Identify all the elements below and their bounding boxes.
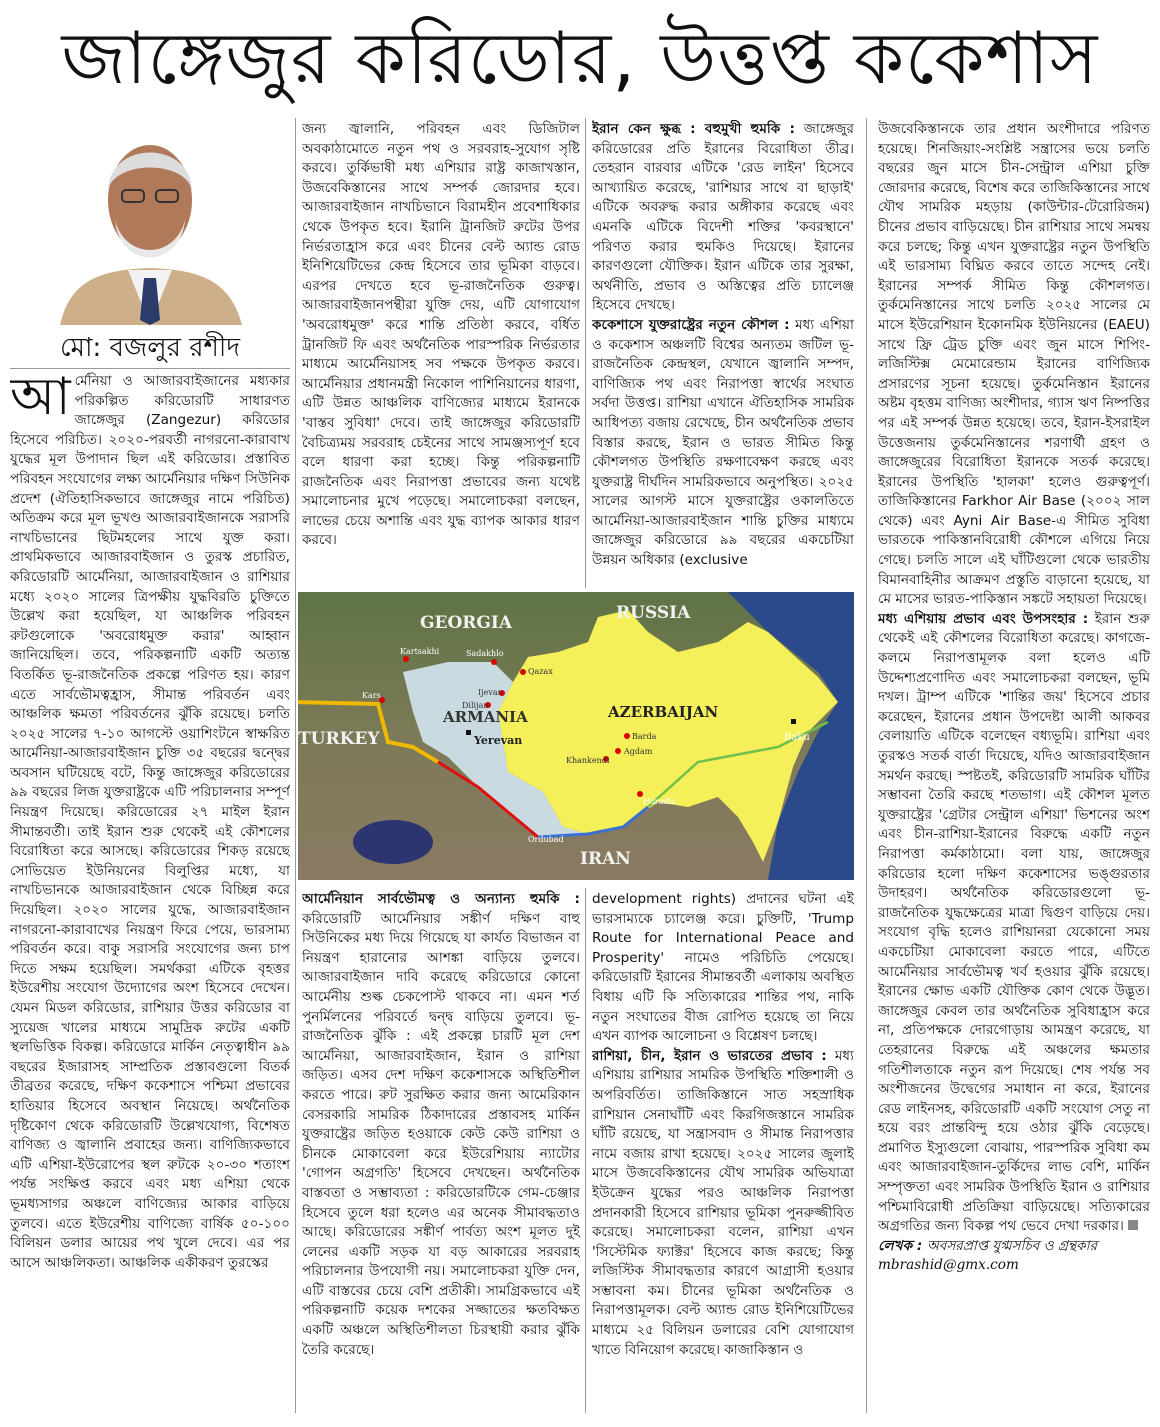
subheading: ইরান কেন ক্ষুব্ধ : বহুমুখী হুমকি : xyxy=(592,121,795,137)
paragraph: র্মেনিয়া ও আজারবাইজানের মধ্যকার পরিকল্পিত করিডোরটি সাধারণত জাঙ্গেজুর (Zangezur) করিডোর হিসেবে পরিচিত। ২০২০-পরবর্তী নাগরনো-কারাবাখ যুদ্ধের মূল উপাদান ছিল এই করিডোর। প্রস্তাবিত পরিবহন সংযোগের লক্ষ্য আর্মেনিয়ার দক্ষিণ সিউনিক প্রদেশ (ঐতিহাসিকভাবে জাঙ্গেজুর নামে পরিচিত) অতিক্রম করে মূল ভূখণ্ড আজারবাইজানকে সরাসরি নাখচিভানের ছিটমহলের সাথে যুক্ত করা। প্রাথমিকভাবে আজারবাইজান ও তুরস্ক প্রচারিত, করিডোরটি আর্মেনিয়া, আজারবাইজান ও রাশিয়ার মধ্যে ২০২০ সালের ত্রিপক্ষীয় যুদ্ধবিরতি চুক্তিতে উল্লেখ করা হয়েছিল, যা আঞ্চলিক পরিবহন রুটগুলোকে 'অবরোধমুক্ত করার' আহ্বান জানিয়েছিল। তবে, পরিকল্পনাটি একটি অত্যন্ত বিতর্কিত ভূ-রাজনৈতিক প্রকল্পে পরিণত হয়। কারণ এতে সার্বভৌমত্বহ্রাস, সীমান্ত পরিবর্তন এবং আঞ্চলিক ক্ষমতা পরিবর্তনের ঝুঁকি রয়েছে। চলতি ২০২৫ সালের ৭-১০ আগস্টে ওয়াশিংটনে স্বাক্ষরিত আর্মেনিয়া-আজারবাইজান চুক্তি ৩৫ বছরের দ্বন্দ্বের অবসান ঘটিয়েছে বটে, কিন্তু জাঙ্গেজুর করিডোরের ৯৯ বছরের লিজ যুক্তরাষ্ট্রকে এটি পরিচালনার সম্পূর্ণ নিয়ন্ত্রণ দিয়েছে। করিডোরের ২৭ মাইল ইরান সীমান্তবর্তী। তাই ইরান শুরু থেকেই এই কৌশলের বিরোধিতা করে আসছে। করিডোরের শিকড় রয়েছে সোভিয়েত ইউনিয়নের বিলুপ্তির মধ্যে, যা নাখচিভানকে আজারবাইজান থেকে বিচ্ছিন্ন করে দিয়েছিল। ২০২০ সালের যুদ্ধে, আজারবাইজান নাগরনো-কারাবাখের নিয়ন্ত্রণ ফিরে পেয়ে, ভারসাম্য পরিবর্তন করে। বাকু সরাসরি সংযোগের জন্য চাপ দিতে সক্ষম হয়েছিল। সমর্থকরা এটিকে বৃহত্তর ইউরেশীয় সংযোগ উদ্যোগের অংশ হিসেবে দেখেন। যেমন মিডল করিডোর, রাশিয়ার উত্তর করিডোর বা স্যুয়েজ খালের মাধ্যমে সামুদ্রিক রুটের একটি স্থলভিত্তিক বিকল্প। করিডোরে মার্কিন নেতৃত্বাধীন ৯৯ বছরের ইজারাসহ সাম্প্রতিক প্রস্তাবগুলো বিতর্ক তীব্রতর করেছে, দক্ষিণ ককেশাসে পশ্চিমা প্রভাবের হাতিয়ার হিসেবে অবস্থান নিয়েছে। অর্থনৈতিক দৃষ্টিকোণ থেকে করিডোরটি উল্লেখযোগ্য, বিশেষত বাণিজ্য ও জ্বালানি প্রবাহের জন্য। বাণিজ্যিকভাবে এটি এশিয়া-ইউরোপের স্থল রুটকে ২০-৩০ শতাংশ পর্যন্ত সংক্ষিপ্ত করবে এবং মধ্য এশিয়া থেকে ভূমধ্যসাগর অঞ্চলে বাণিজ্যের আকার বাড়িয়ে তুলবে। এতে ইউরেশীয় বাণিজ্যে বার্ষিক ৫০-১০০ বিলিয়ন ডলার আয়ের পথ খুলে দেবে। এর পর আসে আঞ্চলিকতা। আঞ্চলিক একীকরণ তুরস্কের xyxy=(10,373,290,1271)
author-photo xyxy=(10,120,290,325)
city-kars: Kars xyxy=(362,691,381,700)
author-name: মো: বজলুর রশীদ xyxy=(59,333,240,363)
city-barda: Barda xyxy=(632,732,657,741)
city-horadiz: Horadiz xyxy=(643,797,676,806)
subheading: রাশিয়া, চীন, ইরান ও ভারতের প্রভাব : xyxy=(592,1047,827,1064)
label-georgia: GEORGIA xyxy=(420,613,513,633)
caucasus-map xyxy=(298,592,854,880)
city-baku: Baku xyxy=(784,732,810,743)
subheading: আর্মেনিয়ান সার্বভৌমত্ব ও অন্যান্য হুমকি : xyxy=(302,891,580,907)
headline: জাঙ্গেজুর করিডোর, উত্তপ্ত ককেশাস xyxy=(61,16,1099,100)
label-armenia: ARMANIA xyxy=(443,708,528,726)
drop-cap: আ xyxy=(10,372,71,427)
label-turkey: TURKEY xyxy=(298,729,380,749)
paragraph: ইরান শুরু থেকেই এই কৌশলের বিরোধিতা করেছে। কাগজে-কলমে নিরাপত্তামূলক বলা হলেও এটি উদ্দেশ্যপ্রণোদিত এবং সমালোচকরা বলছেন, ভূমি দখল। ট্রাম্প এটিকে 'শান্তির জয়' হিসেবে প্রচার করেছেন, ইরানের প্রধান উপদেষ্টা আলী আকবর বেলায়াতি এটিকে বলেছেন বধ্যভূমি। রাশিয়া এবং তুরস্কও সতর্ক বার্তা দিয়েছে, যদিও আজারবাইজান সমর্থন করছে। স্পষ্টতই, করিডোরটি সামরিক ঘাঁটির সম্ভাবনা তৈরি করছে শতভাগ। এই কৌশল মূলত যুক্তরাষ্ট্রের 'গ্রেটার সেন্ট্রাল এশিয়া' ভিশনের অংশ এবং চীন-রাশিয়া-ইরানের বিরুদ্ধে একটি নতুন নিরাপত্তা কর্মকাঠামো। বলা যায়, জাঙ্গেজুর করিডোর হলো দক্ষিণ ককেশাসের ভঙ্গুরতার উদাহরণ। অর্থনৈতিক করিডোরগুলো ভূ-রাজনৈতিক যুদ্ধক্ষেত্রের মাত্রা দ্বিগুণ বাড়িয়ে দেয়। সংযোগ বৃদ্ধি হলেও রাশিয়ানরা যেকোনো সময় একচেটিয়া মোকাবেলা করতে পারে, এটিতে আর্মেনিয়ার সার্বভৌমত্ব খর্ব হওয়ার ঝুঁকি রয়েছে। ইরানের ক্ষোভ একটি যৌক্তিক কোণ থেকে উদ্ভূত। জাঙ্গেজুর কেবল তার অর্থনৈতিক সুবিধাহ্রাস করে না, প্রতিপক্ষকে দোরগোড়ায় আমন্ত্রণ করেছে, যা তেহরানের বিরুদ্ধে এই অঞ্চলের ক্ষমতার গতিশীলতাকে নতুন রূপ দিয়েছে। শেষ পর্যন্ত সব অংশীজনের উদ্বেগের সমাধান না করে, ইরানের রেড লাইনসহ, করিডোরটি একটি সংযোগ সেতু না হয়ে বরং প্রান্তবিন্দু হয়ে ওঠার ঝুঁকি বেড়েছে। প্রমাণিত ইস্যুগুলো বোঝায়, পারস্পরিক সুবিধা কম এবং আজারবাইজান-তুর্কিদের লাভ বেশি, মার্কিন সম্পৃক্ততা এবং সামরিক উপস্থিতি ইরান ও রাশিয়ার পশ্চিমাবিরোধী প্রতিক্রিয়া বাড়িয়েছে। সত্যিকারের অগ্রগতির জন্য বিকল্প পথ ভেবে দেখা দরকার। xyxy=(878,610,1150,1235)
article-column-1 xyxy=(10,372,290,1412)
paragraph: করিডোরটি আর্মেনিয়ার সঙ্কীর্ণ দক্ষিণ বাহু সিউনিকের মধ্য দিয়ে গিয়েছে যা কার্যত বিভাজন বা নিয়ন্ত্রণ হারানোর আশঙ্কা বাড়িয়ে তুলবে। আজারবাইজান দাবি করেছে করিডোরে কোনো আর্মেনীয় শুল্ক চেকপোস্ট থাকবে না। এমন শর্ত পুনর্মিলনের পরিবর্তে দ্বন্দ্ব বাড়িয়ে তুলবে। ভূ-রাজনৈতিক ঝুঁকি : এই প্রকল্পে চারটি মূল দেশ আর্মেনিয়া, আজারবাইজান, ইরান ও রাশিয়া জড়িত। এসব দেশ দক্ষিণ ককেশাসকে অস্থিতিশীল করতে পারে। রুট সুরক্ষিত করার জন্য আমেরিকান বেসরকারি সামরিক ঠিকাদারের প্রস্তাবসহ মার্কিন যুক্তরাষ্ট্রের জড়িত হওয়াকে কেউ কেউ রাশিয়া ও চীনকে মোকাবেলা করে ইউরেশিয়ায় ন্যাটোর 'গোপন অগ্রগতি' হিসেবে দেখছেন। অর্থনৈতিক বাস্তবতা ও সম্ভাব্যতা : করিডোরটিকে গেম-চেঞ্জার হিসেবে তুলে ধরা হলেও এর অনেক সীমাবদ্ধতাও আছে। করিডোরের সঙ্কীর্ণ পার্বত্য অংশ মূলত দুই লেনের একটি সড়ক যা বড় আকারের সরবরাহ পরিচালনার উপযোগী নয়। সমালোচকরা যুক্তি দেন, এটি বাস্তবের চেয়ে বেশি প্রতীকী। সামগ্রিকভাবে এই পরিকল্পনাটি কয়েক দশকের সজ্জাতের ক্ষতবিক্ষত একটি অঞ্চলে অস্থিতিশীলতা চিরস্থায়ী করার ঝুঁকি তৈরি করেছে। xyxy=(302,910,580,1358)
label-iran: IRAN xyxy=(580,849,631,869)
paragraph: মধ্য এশিয়ায় রাশিয়ার সামরিক উপস্থিতি শক্তিশালী ও অপরিবর্তিত। তাজিকিস্তানে সাত সহস্রাধিক রাশিয়ান সেনাঘাঁটি এবং কিরগিজস্তানে সামরিক ঘাঁটি রয়েছে, যা সন্ত্রাসবাদ ও সীমান্ত নিরাপত্তার নামে বজায় রাখা হয়েছে। ২০২৫ সালের জুলাই মাসে উজবেকিস্তানের যৌথ সামরিক অভিযাত্রা ইউক্রেন যুদ্ধের পরও আঞ্চলিক নিরাপত্তা প্রদানকারী হিসেবে রাশিয়ার ভূমিকা পুনরুজ্জীবিত করেছে। সমালোচকরা বলেন, রাশিয়া এখন 'সিস্টেমিক ফ্যাক্টর' হিসেবে কাজ করছে; কিন্তু লজিস্টিক সীমাবদ্ধতার কারণে আগ্রাসী হওয়ার সম্ভাবনা কম। চীনের ভূমিকা অর্থনৈতিক ও নিরাপত্তামূলক। বেল্ট অ্যান্ড রোড ইনিশিয়েটিভের মাধ্যমে ২৫ বিলিয়ন ডলারের বেশি যোগাযোগ খাতে বিনিয়োগ করেছে। কাজাকিস্তান ও xyxy=(592,1047,854,1358)
city-yerevan: Yerevan xyxy=(474,734,523,747)
lake-van xyxy=(353,820,433,864)
article-column-3-top xyxy=(592,120,854,585)
city-khankendi: Khankendi xyxy=(566,756,610,765)
paragraph: জাঙ্গেজুর করিডোরের প্রতি ইরানের বিরোধিতা তীব্র। তেহরান বারবার এটিকে 'রেড লাইন' হিসেবে আখ্যায়িত করেছে, 'রাশিয়ার সাথে বা ছাড়াই' এটিকে অবরুদ্ধ করার অঙ্গীকার করেছে এবং এমনকি এটিকে বিদেশী শক্তির 'কবরস্থানে' পরিণত করার হুমকিও দিয়েছে। ইরানের কারণগুলো যৌক্তিক। ইরান এটিকে তার সুরক্ষা, অর্থনীতি, প্রভাব ও অস্তিত্বের প্রতি চ্যালেঞ্জ হিসেবে দেখছে। xyxy=(592,121,854,314)
label-azerbaijan: AZERBAIJAN xyxy=(608,703,719,721)
article-column-2-top xyxy=(302,120,580,585)
city-dilijan: Dilijan xyxy=(462,701,489,710)
city-ordubad: Ordubad xyxy=(528,835,564,844)
end-mark-icon xyxy=(1128,1220,1138,1230)
paragraph: উজবেকিস্তানকে তার প্রধান অংশীদারে পরিণত হয়েছে। শিনজিয়াং-সংশ্লিষ্ট সন্ত্রাসের ভয়ে চলতি বছরের জুন মাসে চীন-সেন্ট্রাল এশিয়া চুক্তি জোরদার করেছে, বিশেষ করে তাজিকিস্তানের সাথে যৌথ সামরিক মহড়ায় (কাউন্টার-টেরোরিজম) চীনের প্রভাব বাড়িয়েছে। চীন রাশিয়ার সাথে সমন্বয় করে চলছে; কিন্তু এখন যুক্তরাষ্ট্রের নতুন উপস্থিতি এই ভারসাম্য বিঘ্নিত করবে তাতে সন্দেহ নেই। ইরানের সম্পর্ক সীমিত কিন্তু কৌশলগত। তুর্কমেনিস্তানের সাথে চলতি ২০২৫ সালের মে মাসে ইউরেশিয়ান ইকোনমিক ইউনিয়নের (EAEU) সাথে ফ্রি ট্রেড চুক্তি এবং জুন মাসে শিপিং-লজিস্টিক্স মেমোরেন্ডাম ইরানের বাণিজ্যিক প্রসারণের সূচনা হয়েছে। তুর্কমেনিস্তান ইরানের অষ্টম বৃহত্তম বাণিজ্য অংশীদার, গ্যাস ঋণ নিষ্পত্তির পর এই সম্পর্ক উন্নত হয়েছে। তবে, ইরান-ইসরাইল উত্তেজনায় তুর্কমেনিস্তানের শরণার্থী গ্রহণ ও জাঙ্গেজুরের বিরোধিতা ইরানকে সতর্ক করেছে। ইরানের উপস্থিতি 'হালকা' হলেও গুরুত্বপূর্ণ। তাজিকিস্তানের Farkhor Air Base (২০০২ সাল থেকে) এবং Ayni Air Base-এ সীমিত সুবিধা ভারতকে পাকিস্তানবিরোধী কৌশলে এগিয়ে নিয়ে গেছে। চলতি সালে এই ঘাঁটিগুলো থেকে ভারতীয় বিমানবাহিনীর আক্রমণ প্রস্তুতি বাড়ানো হয়েছে, যা মে মাসের ভারত-পাকিস্তান সঙ্কটে সহায়তা দিয়েছে। xyxy=(878,121,1150,608)
author-email[interactable]: mbrashid@gmx.com xyxy=(878,1257,1019,1274)
subheading: মধ্য এশিয়ায় প্রভাব এবং উপসংহার : xyxy=(878,610,1089,627)
paragraph: development rights) প্রদানের ঘটনা এই ভারসাম্যকে চ্যালেঞ্জ করে। চুক্তিটি, 'Trump Route for International Peace and Prosperity' নামেও পরিচিতি পেয়েছে। করিডোরটি ইরানের সীমান্তবর্তী এলাকায় অবস্থিত বিধায় এটি কি সত্যিকারের শান্তির পথ, নাকি নতুন সংঘাতের বীজ রোপিত হয়েছে তা নিয়ে এখন ব্যাপক আলোচনা ও বিশ্লেষণ চলছে। xyxy=(592,891,854,1045)
paragraph: জন্য জ্বালানি, পরিবহন এবং ডিজিটাল অবকাঠামোতে নতুন পথ ও সরবরাহ-সুযোগ সৃষ্টি করবে। তুর্কিভাষী মধ্য এশিয়ার রাষ্ট্র কাজাখস্তান, উজবেকিস্তানের সাথে সম্পর্ক জোরদার হবে। আজারবাইজান নাখচিভানে বিরামহীন প্রবেশাধিকার থেকে উপকৃত হবে। ইরানি ট্রানজিট রুটের উপর নির্ভরতাহ্রাস করে এবং চীনের বেল্ট অ্যান্ড রোড ইনিশিয়েটিভের কেন্দ্র হিসেবে তার ভূমিকা বাড়বে। এরপর দেখতে হবে ভূ-রাজনৈতিক গুরুত্ব। আজারবাইজানপন্থীরা যুক্তি দেয়, এটি যোগাযোগ 'অবরোধমুক্ত' করে শান্তি প্রতিষ্ঠা করবে, বর্ধিত ট্রানজিট ফি এবং অর্থনৈতিক পারস্পরিক নির্ভরতার মাধ্যমে আর্মেনিয়াসহ সব পক্ষকে উপকৃত করবে। আর্মেনিয়ার প্রধানমন্ত্রী নিকোল পাশিনিয়ানের ধারণা, এটি উন্নত আঞ্চলিক বাণিজ্যের মাধ্যমে ইরানকে 'বাস্তব সুবিধা' দেবে। তাই জাঙ্গেজুর করিডোরটি বৈচিত্র্যময় সরবরাহ চেইনের সাথে সামঞ্জস্যপূর্ণ হবে বলে ধারণা করা হচ্ছে। কিন্তু পরিকল্পনাটি রাজনৈতিক এবং নিরাপত্তা প্রভাবের জন্য যথেষ্ট সমালোচনার মুখে পড়েছে। সমালোচকরা বলছেন, লাভের চেয়ে অশান্তি এবং যুদ্ধ ব্যাপক আকার ধারণ করবে। xyxy=(302,121,580,549)
label-russia: RUSSIA xyxy=(616,603,691,623)
author-portrait-icon xyxy=(10,120,290,325)
writer-label: লেখক : xyxy=(878,1237,927,1254)
paragraph: মধ্য এশিয়া ও ককেশাস অঞ্চলটি বিশ্বের অন্যতম জটিল ভূ-রাজনৈতিক কেন্দ্রস্থল, যেখানে জ্বালানি সম্পদ, বাণিজ্যিক পথ এবং নিরাপত্তা স্বার্থের সংঘাত সর্বদা উত্তপ্ত। রাশিয়া এখানে ঐতিহাসিক সামরিক আধিপত্য বজায় রেখেছে, চীন অর্থনৈতিক প্রভাব বিস্তার করছে, ইরান ও ভারত সীমিত কিন্তু কৌশলগত উপস্থিতি রক্ষণাবেক্ষণ করছে এবং যুক্তরাষ্ট্র দীর্ঘদিন সামরিকভাবে অনুপস্থিত। ২০২৫ সালের আগস্ট মাসে যুক্তরাষ্ট্রের ওকালতিতে আর্মেনিয়া-আজারবাইজান শান্তি চুক্তির মাধ্যমে জাঙ্গেজুর করিডোরে ৯৯ বছরের একচেটিয়া উন্নয়ন অধিকার (exclusive xyxy=(592,316,854,569)
city-kartsakhi: Kartsakhi xyxy=(400,647,440,656)
article-column-4 xyxy=(878,120,1150,1420)
city-agdam: Agdam xyxy=(624,747,653,756)
article-column-2-bottom xyxy=(302,890,580,1410)
city-qazax: Qazax xyxy=(528,667,553,676)
city-sadakhlo: Sadakhlo xyxy=(466,649,504,658)
writer-description: অবসরপ্রাপ্ত যুগ্মসচিব ও গ্রন্থকার xyxy=(926,1237,1098,1254)
subheading: ককেশাসে যুক্তরাষ্ট্রের নতুন কৌশল : xyxy=(592,316,790,333)
city-ijevan: Ijevan xyxy=(478,688,503,697)
article-column-3-bottom xyxy=(592,890,854,1410)
